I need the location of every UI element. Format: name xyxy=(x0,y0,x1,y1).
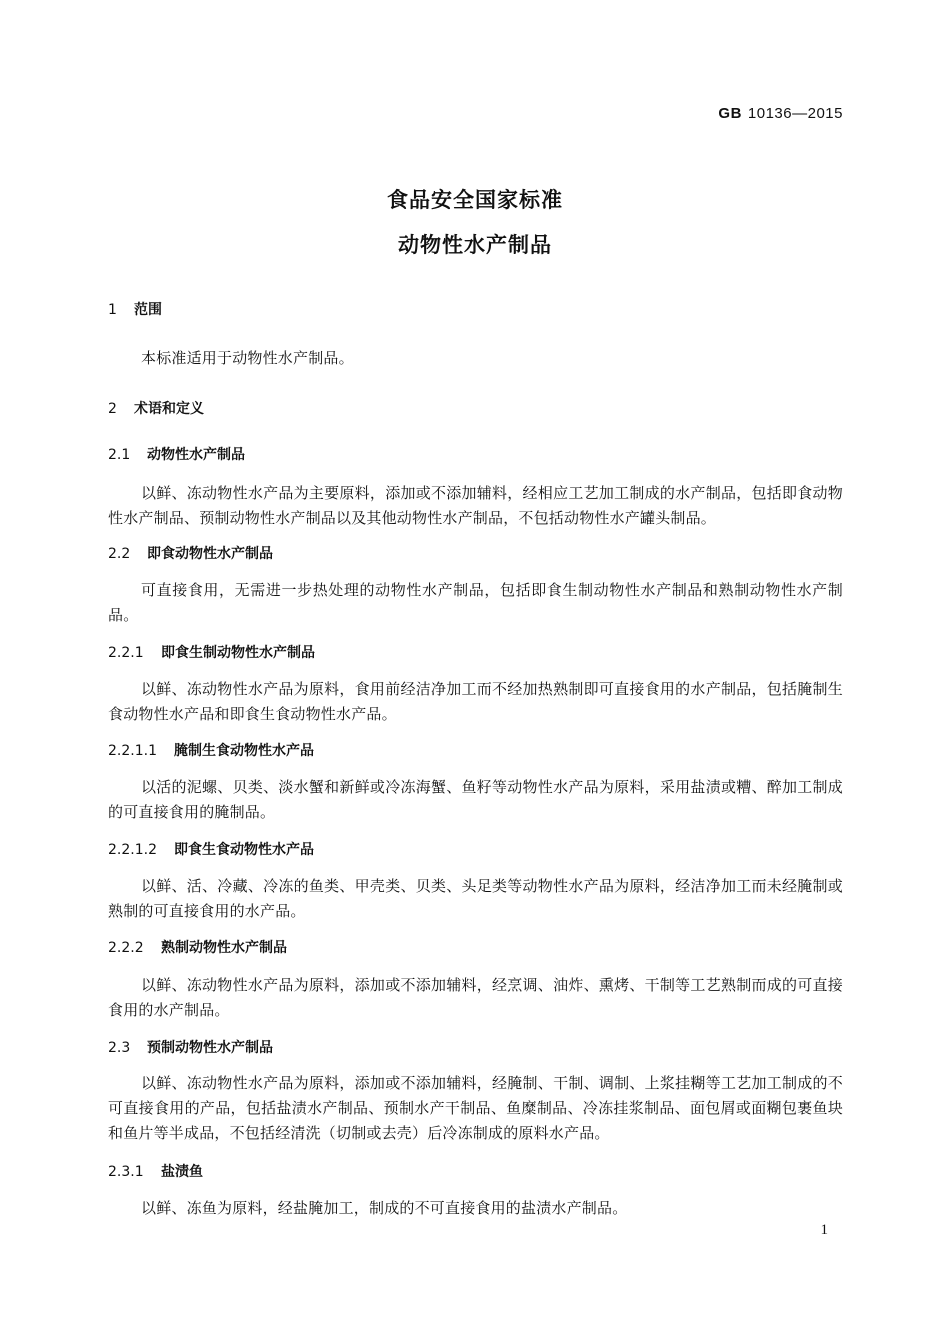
section-number: 2.3 xyxy=(108,1040,131,1056)
section-2-2-1-1-body xyxy=(108,775,843,825)
section-2-2-1-1-heading xyxy=(108,741,843,761)
section-title: 盐渍鱼 xyxy=(161,1164,203,1180)
section-title: 即食生制动物性水产制品 xyxy=(161,645,315,661)
main-title: 食品安全国家标准 xyxy=(387,188,563,212)
section-title: 预制动物性水产制品 xyxy=(147,1040,273,1056)
section-1-heading xyxy=(108,300,843,320)
section-title: 熟制动物性水产制品 xyxy=(161,940,287,956)
paragraph: 以鲜、冻动物性水产品为原料，添加或不添加辅料，经腌制、干制、调制、上浆挂糊等工艺加工制成的不可直接食用的产品，包括盐渍水产制品、预制水产干制品、鱼糜制品、冷冻挂浆制品、面包屑或面糊包裹鱼块和鱼片等半成品，不包括经清洗（切制或去壳）后冷冻制成的原料水产品。 xyxy=(108,1074,843,1142)
section-2-2-2-heading xyxy=(108,938,843,958)
section-2-2-2-body xyxy=(108,973,843,1023)
section-title: 即食动物性水产制品 xyxy=(147,546,273,562)
section-2-3-1-body xyxy=(108,1196,843,1221)
section-2-3-body xyxy=(108,1071,843,1146)
section-2-1-body xyxy=(108,481,843,531)
paragraph: 以鲜、活、冷藏、冷冻的鱼类、甲壳类、贝类、头足类等动物性水产品为原料，经洁净加工而未经腌制或熟制的可直接食用的水产品。 xyxy=(108,877,843,920)
page-number: 1 xyxy=(820,1222,828,1238)
paragraph: 以鲜、冻动物性水产品为原料，添加或不添加辅料，经烹调、油炸、熏烤、干制等工艺熟制而成的可直接食用的水产制品。 xyxy=(108,976,843,1019)
section-2-2-1-2-body xyxy=(108,874,843,924)
standard-number: 10136—2015 xyxy=(747,105,843,122)
paragraph: 可直接食用，无需进一步热处理的动物性水产制品，包括即食生制动物性水产制品和熟制动物性水产制品。 xyxy=(108,581,843,624)
paragraph: 以鲜、冻鱼为原料，经盐腌加工，制成的不可直接食用的盐渍水产制品。 xyxy=(141,1199,628,1217)
section-2-3-1-heading xyxy=(108,1162,843,1182)
paragraph: 本标准适用于动物性水产制品。 xyxy=(141,349,354,367)
paragraph: 以活的泥螺、贝类、淡水蟹和新鲜或冷冻海蟹、鱼籽等动物性水产品为原料，采用盐渍或糟、醉加工制成的可直接食用的腌制品。 xyxy=(108,778,843,821)
section-number: 2.2 xyxy=(108,546,131,562)
section-number: 2.2.1 xyxy=(108,645,144,661)
section-2-2-body xyxy=(108,578,843,628)
section-2-2-heading xyxy=(108,544,843,564)
standard-prefix: GB xyxy=(718,105,742,122)
section-number: 2.2.2 xyxy=(108,940,144,956)
section-number: 2.1 xyxy=(108,447,131,463)
section-2-2-1-2-heading xyxy=(108,840,843,860)
section-title: 术语和定义 xyxy=(134,401,204,417)
standard-code xyxy=(718,105,843,122)
section-1-body xyxy=(108,346,843,371)
section-title: 即食生食动物性水产品 xyxy=(174,842,314,858)
section-title: 范围 xyxy=(134,302,162,318)
section-number: 2.3.1 xyxy=(108,1164,144,1180)
section-2-1-heading xyxy=(108,445,843,465)
section-title: 动物性水产制品 xyxy=(147,447,245,463)
section-2-2-1-body xyxy=(108,677,843,727)
section-number: 2.2.1.2 xyxy=(108,842,157,858)
paragraph: 以鲜、冻动物性水产品为原料，食用前经洁净加工而不经加热熟制即可直接食用的水产制品，包括腌制生食动物性水产品和即食生食动物性水产品。 xyxy=(108,680,843,723)
section-number: 2 xyxy=(108,401,117,417)
sub-title: 动物性水产制品 xyxy=(398,233,552,257)
section-title: 腌制生食动物性水产品 xyxy=(174,743,314,759)
section-number: 2.2.1.1 xyxy=(108,743,157,759)
section-number: 1 xyxy=(108,302,117,318)
section-2-2-1-heading xyxy=(108,643,843,663)
section-2-3-heading xyxy=(108,1038,843,1058)
section-2-heading xyxy=(108,399,843,419)
paragraph: 以鲜、冻动物性水产品为主要原料，添加或不添加辅料，经相应工艺加工制成的水产制品，包括即食动物性水产制品、预制动物性水产制品以及其他动物性水产制品，不包括动物性水产罐头制品。 xyxy=(108,484,843,527)
